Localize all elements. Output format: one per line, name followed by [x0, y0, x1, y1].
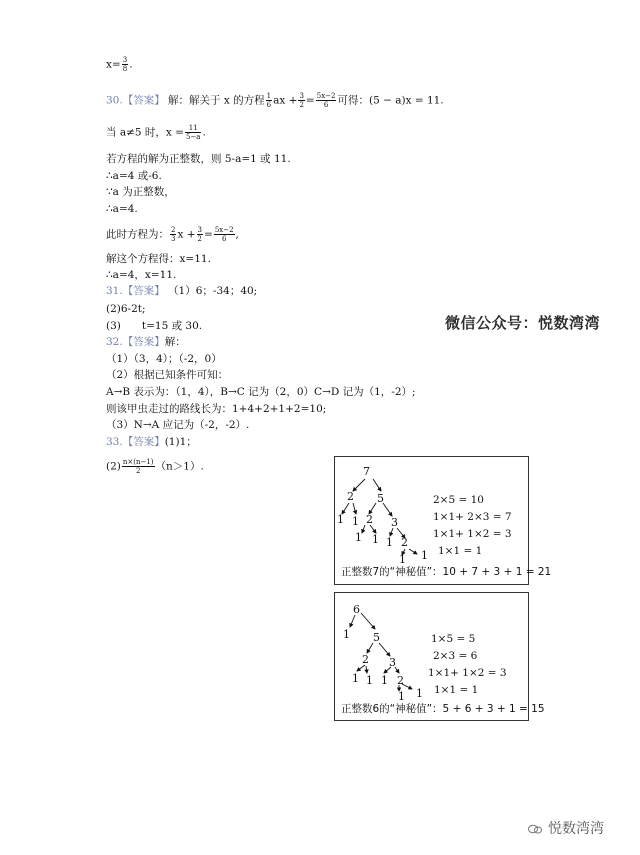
tree-node: 2 [401, 536, 408, 549]
product-line: 1×1 = 1 [438, 545, 483, 557]
answer-tag: 【答案】 [122, 94, 165, 107]
tree-node: 5 [377, 492, 384, 505]
text-line: （1）（3，4）；（-2，0） [106, 353, 222, 365]
fraction-num: 3 [197, 226, 202, 234]
line-equation [106, 226, 239, 243]
text-line: ∴a=4，x=11. [106, 269, 177, 281]
answer-tag: 【答案】 [122, 336, 165, 348]
line-x-answer [106, 56, 133, 73]
fraction [185, 124, 202, 141]
fraction [316, 92, 337, 109]
text: (1)1； [164, 436, 197, 448]
wechat-icon [528, 824, 542, 834]
answer-tag: 【答案】 [122, 436, 165, 448]
text: 解：解关于 x 的方程 [168, 94, 265, 107]
tree-node: 1 [372, 533, 379, 546]
tree-node: 1 [352, 515, 359, 528]
product-line: 1×1+ 1×2 = 3 [428, 667, 507, 679]
text: x + [177, 228, 196, 241]
product-line: 2×5 = 10 [433, 494, 484, 506]
tree-node: 2 [362, 653, 369, 666]
question-number: 30. [106, 94, 123, 107]
text: （n＞1）. [155, 460, 204, 473]
text: , [235, 228, 239, 241]
tree-node: 2 [397, 674, 404, 687]
text-line: 解这个方程得：x=11. [106, 253, 211, 265]
text: = [204, 228, 213, 241]
tree-node: 1 [355, 531, 362, 544]
tree-node: 1 [366, 674, 373, 687]
text-line: ∴a=4. [106, 203, 138, 215]
tree-node: 1 [343, 628, 350, 641]
fraction-den: 2 [135, 467, 141, 475]
text: （1）6；-34；40; [168, 285, 258, 297]
product-line: 2×3 = 6 [433, 650, 478, 662]
text-line: 若方程的解为正整数，则 5-a=1 或 11. [106, 153, 291, 165]
tree-node: 1 [416, 687, 423, 700]
text: x= [106, 58, 121, 71]
question-number: 32. [106, 336, 123, 348]
tree-node: 1 [398, 690, 405, 703]
text-line: A→B 表示为：（1，4），B→C 记为（2，0）C→D 记为（1，-2）; [106, 386, 416, 398]
fraction-num: 3 [299, 92, 304, 100]
fraction-num: 3 [122, 56, 128, 64]
text: (2) [106, 460, 121, 473]
product-line: 1×1+ 2×3 = 7 [433, 511, 512, 523]
tree-node: 5 [373, 631, 380, 644]
fraction-num: n×(n−1) [122, 458, 154, 466]
fraction [266, 92, 272, 109]
fraction [170, 226, 176, 243]
product-line: 1×1+ 1×2 = 3 [433, 528, 512, 540]
text-line: (3) t=15 或 30. [106, 320, 203, 332]
tree-node: 1 [399, 553, 406, 566]
fraction-num: 5x−2 [316, 92, 336, 100]
fraction-den: 8 [122, 65, 128, 73]
answer-tag: 【答案】 [122, 285, 165, 297]
question-number: 33. [106, 436, 123, 448]
q32-line [106, 335, 186, 349]
question-number: 31. [106, 285, 123, 297]
text: 此时方程为： [106, 228, 169, 241]
text: . [202, 126, 206, 139]
tree-node: 1 [421, 549, 428, 562]
fraction-den: 6 [266, 101, 272, 109]
tree-node: 7 [363, 465, 370, 478]
fraction [298, 92, 304, 109]
q30-line [106, 92, 444, 109]
fraction-den: 2 [299, 101, 304, 109]
product-line: 1×5 = 5 [431, 633, 476, 645]
fraction-den: 6 [323, 101, 329, 109]
text-line: （2）根据已知条件可知： [106, 369, 229, 381]
fraction-num: 1 [266, 92, 272, 100]
tree-node: 1 [352, 672, 359, 685]
fraction [122, 56, 128, 73]
line-formula [106, 458, 204, 475]
text-line: ∴a=4 或-6. [106, 170, 162, 182]
footer-logo [528, 818, 604, 838]
text: = [305, 94, 315, 107]
tree-node: 2 [347, 490, 354, 503]
fraction-den: 5−a [185, 133, 201, 141]
diagram-caption: 正整数6的“神秘值”：5 + 6 + 3 + 1 = 15 [341, 703, 545, 715]
line-when-a-ne-5 [106, 124, 206, 141]
diagram-caption: 正整数7的“神秘值”：10 + 7 + 3 + 1 = 21 [341, 566, 552, 578]
tree-node: 2 [366, 513, 373, 526]
text: . [129, 58, 133, 71]
fraction-num: 5x−2 [214, 226, 234, 234]
product-line: 1×1 = 1 [434, 684, 479, 696]
fraction [197, 226, 203, 243]
tree-node: 1 [386, 536, 393, 549]
watermark-text: 微信公众号：悦数湾湾 [445, 314, 601, 332]
footer-logo-text: 悦数湾湾 [548, 821, 604, 837]
text-line: (2)6-2t; [106, 303, 146, 315]
tree-node: 6 [353, 603, 360, 616]
tree-node: 1 [381, 674, 388, 687]
fraction-num: 11 [185, 124, 202, 133]
fraction-num: 2 [171, 226, 176, 234]
text: 当 a≠5 时，x = [106, 126, 184, 139]
q31-line [106, 284, 257, 298]
tree-node: 3 [391, 516, 398, 529]
tree-node: 3 [389, 656, 396, 669]
fraction-den: 2 [197, 235, 202, 243]
text-line: 则该甲虫走过的路线长为：1+4+2+1+2=10; [106, 403, 327, 415]
tree-diagram-7 [334, 456, 552, 585]
fraction-den: 3 [171, 235, 176, 243]
text-line: （3）N→A 应记为（-2，-2）. [106, 419, 250, 431]
text: 可得：(5 − a)x = 11. [337, 94, 444, 107]
tree-diagram-6 [334, 592, 545, 721]
fraction-den: 6 [221, 235, 227, 243]
tree-node: 1 [337, 513, 344, 526]
text-line: ∵a 为正整数， [106, 186, 175, 198]
text: ax + [273, 94, 298, 107]
text: 解： [164, 336, 186, 348]
fraction [214, 226, 235, 243]
fraction [122, 458, 155, 475]
q33-line [106, 435, 197, 449]
